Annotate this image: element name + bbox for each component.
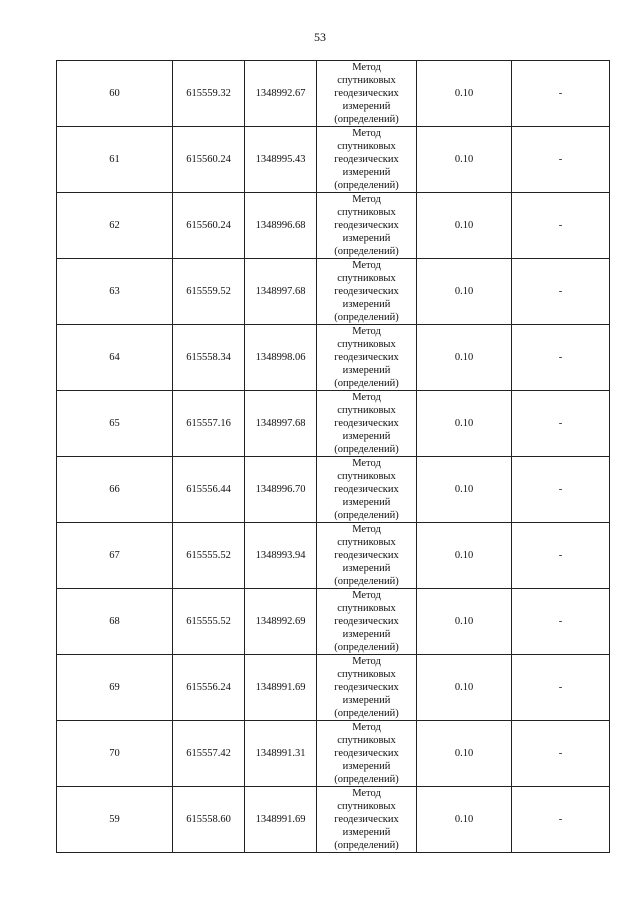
table-row xyxy=(57,259,610,325)
table-row xyxy=(57,61,610,127)
x-coordinate-cell: 615558.60 xyxy=(173,787,245,853)
table-row xyxy=(57,721,610,787)
point-number-cell: 60 xyxy=(57,61,173,127)
accuracy-cell: 0.10 xyxy=(417,193,512,259)
method-cell: Метод спутниковых геодезических измерений (определений) xyxy=(317,391,417,457)
note-cell: - xyxy=(512,589,610,655)
method-cell: Метод спутниковых геодезических измерений (определений) xyxy=(317,523,417,589)
point-number-cell: 70 xyxy=(57,721,173,787)
accuracy-cell: 0.10 xyxy=(417,457,512,523)
x-coordinate-cell: 615556.24 xyxy=(173,655,245,721)
point-number-cell: 65 xyxy=(57,391,173,457)
method-cell: Метод спутниковых геодезических измерений (определений) xyxy=(317,721,417,787)
point-number-cell: 63 xyxy=(57,259,173,325)
x-coordinate-cell: 615556.44 xyxy=(173,457,245,523)
coordinates-table-body xyxy=(57,61,610,853)
x-coordinate-cell: 615557.42 xyxy=(173,721,245,787)
x-coordinate-cell: 615559.32 xyxy=(173,61,245,127)
point-number-cell: 68 xyxy=(57,589,173,655)
point-number-cell: 64 xyxy=(57,325,173,391)
y-coordinate-cell: 1348991.31 xyxy=(245,721,317,787)
y-coordinate-cell: 1348992.67 xyxy=(245,61,317,127)
note-cell: - xyxy=(512,325,610,391)
point-number-cell: 62 xyxy=(57,193,173,259)
table-row xyxy=(57,127,610,193)
accuracy-cell: 0.10 xyxy=(417,523,512,589)
accuracy-cell: 0.10 xyxy=(417,787,512,853)
method-cell: Метод спутниковых геодезических измерений (определений) xyxy=(317,259,417,325)
x-coordinate-cell: 615555.52 xyxy=(173,523,245,589)
y-coordinate-cell: 1348997.68 xyxy=(245,259,317,325)
x-coordinate-cell: 615558.34 xyxy=(173,325,245,391)
accuracy-cell: 0.10 xyxy=(417,127,512,193)
point-number-cell: 61 xyxy=(57,127,173,193)
y-coordinate-cell: 1348992.69 xyxy=(245,589,317,655)
y-coordinate-cell: 1348995.43 xyxy=(245,127,317,193)
y-coordinate-cell: 1348993.94 xyxy=(245,523,317,589)
x-coordinate-cell: 615560.24 xyxy=(173,193,245,259)
note-cell: - xyxy=(512,259,610,325)
accuracy-cell: 0.10 xyxy=(417,589,512,655)
note-cell: - xyxy=(512,61,610,127)
method-cell: Метод спутниковых геодезических измерений (определений) xyxy=(317,61,417,127)
accuracy-cell: 0.10 xyxy=(417,325,512,391)
note-cell: - xyxy=(512,787,610,853)
y-coordinate-cell: 1348997.68 xyxy=(245,391,317,457)
table-row xyxy=(57,523,610,589)
note-cell: - xyxy=(512,655,610,721)
method-cell: Метод спутниковых геодезических измерений (определений) xyxy=(317,589,417,655)
note-cell: - xyxy=(512,457,610,523)
accuracy-cell: 0.10 xyxy=(417,391,512,457)
y-coordinate-cell: 1348998.06 xyxy=(245,325,317,391)
y-coordinate-cell: 1348996.70 xyxy=(245,457,317,523)
table-row xyxy=(57,787,610,853)
accuracy-cell: 0.10 xyxy=(417,259,512,325)
y-coordinate-cell: 1348991.69 xyxy=(245,787,317,853)
table-row xyxy=(57,655,610,721)
accuracy-cell: 0.10 xyxy=(417,61,512,127)
y-coordinate-cell: 1348996.68 xyxy=(245,193,317,259)
table-row xyxy=(57,589,610,655)
page-number: 53 xyxy=(314,30,326,44)
point-number-cell: 59 xyxy=(57,787,173,853)
y-coordinate-cell: 1348991.69 xyxy=(245,655,317,721)
method-cell: Метод спутниковых геодезических измерений (определений) xyxy=(317,325,417,391)
table-row xyxy=(57,193,610,259)
point-number-cell: 67 xyxy=(57,523,173,589)
method-cell: Метод спутниковых геодезических измерений (определений) xyxy=(317,655,417,721)
table-row xyxy=(57,457,610,523)
point-number-cell: 69 xyxy=(57,655,173,721)
coordinates-table xyxy=(56,60,610,853)
point-number-cell: 66 xyxy=(57,457,173,523)
note-cell: - xyxy=(512,391,610,457)
x-coordinate-cell: 615555.52 xyxy=(173,589,245,655)
method-cell: Метод спутниковых геодезических измерений (определений) xyxy=(317,787,417,853)
x-coordinate-cell: 615557.16 xyxy=(173,391,245,457)
note-cell: - xyxy=(512,193,610,259)
note-cell: - xyxy=(512,523,610,589)
x-coordinate-cell: 615560.24 xyxy=(173,127,245,193)
method-cell: Метод спутниковых геодезических измерений (определений) xyxy=(317,457,417,523)
table-row xyxy=(57,391,610,457)
x-coordinate-cell: 615559.52 xyxy=(173,259,245,325)
method-cell: Метод спутниковых геодезических измерений (определений) xyxy=(317,127,417,193)
note-cell: - xyxy=(512,721,610,787)
table-row xyxy=(57,325,610,391)
accuracy-cell: 0.10 xyxy=(417,721,512,787)
note-cell: - xyxy=(512,127,610,193)
method-cell: Метод спутниковых геодезических измерений (определений) xyxy=(317,193,417,259)
accuracy-cell: 0.10 xyxy=(417,655,512,721)
